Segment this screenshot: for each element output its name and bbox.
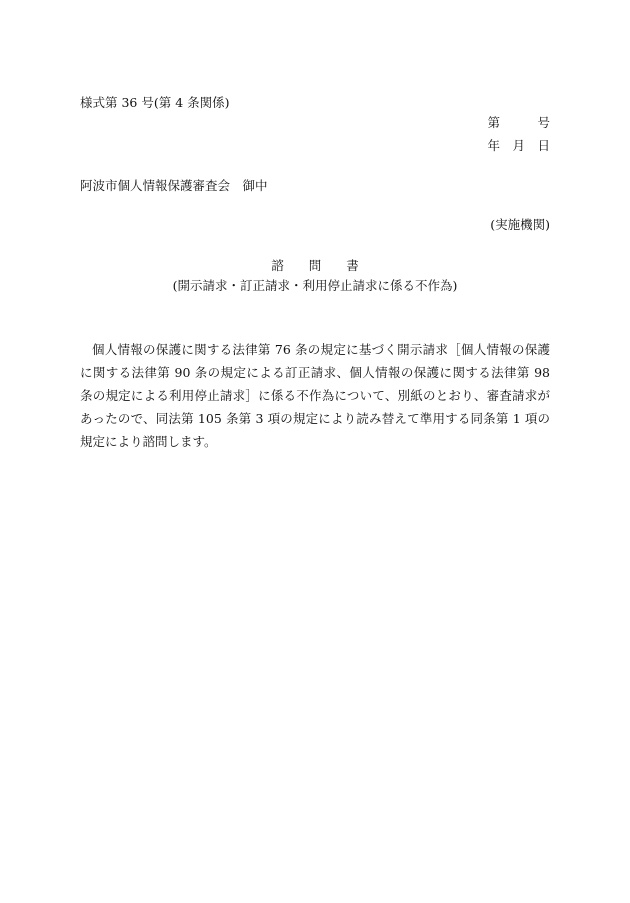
document-subtitle: (開示請求・訂正請求・利用停止請求に係る不作為) xyxy=(172,278,458,293)
implementing-body: (実施機関) xyxy=(490,217,550,232)
document-date: 年 月 日 xyxy=(487,138,550,153)
document-title: 諮 問 書 xyxy=(271,258,359,273)
addressee: 阿波市個人情報保護審査会 御中 xyxy=(80,178,268,193)
form-number: 様式第 36 号(第 4 条関係) xyxy=(80,95,230,110)
body-paragraph: 個人情報の保護に関する法律第 76 条の規定に基づく開示請求［個人情報の保護に関する法律第 90 条の規定による訂正請求、個人情報の保護に関する法律第 98 条の規定による利用停止請求］に係る不作為について、別紙のとおり、審査請求があったので、同法第 105 条第 3 項の規定により読み替えて準用する同条第 1 項の規定により諮問します。 xyxy=(80,342,550,449)
document-number: 第 号 xyxy=(487,115,550,130)
